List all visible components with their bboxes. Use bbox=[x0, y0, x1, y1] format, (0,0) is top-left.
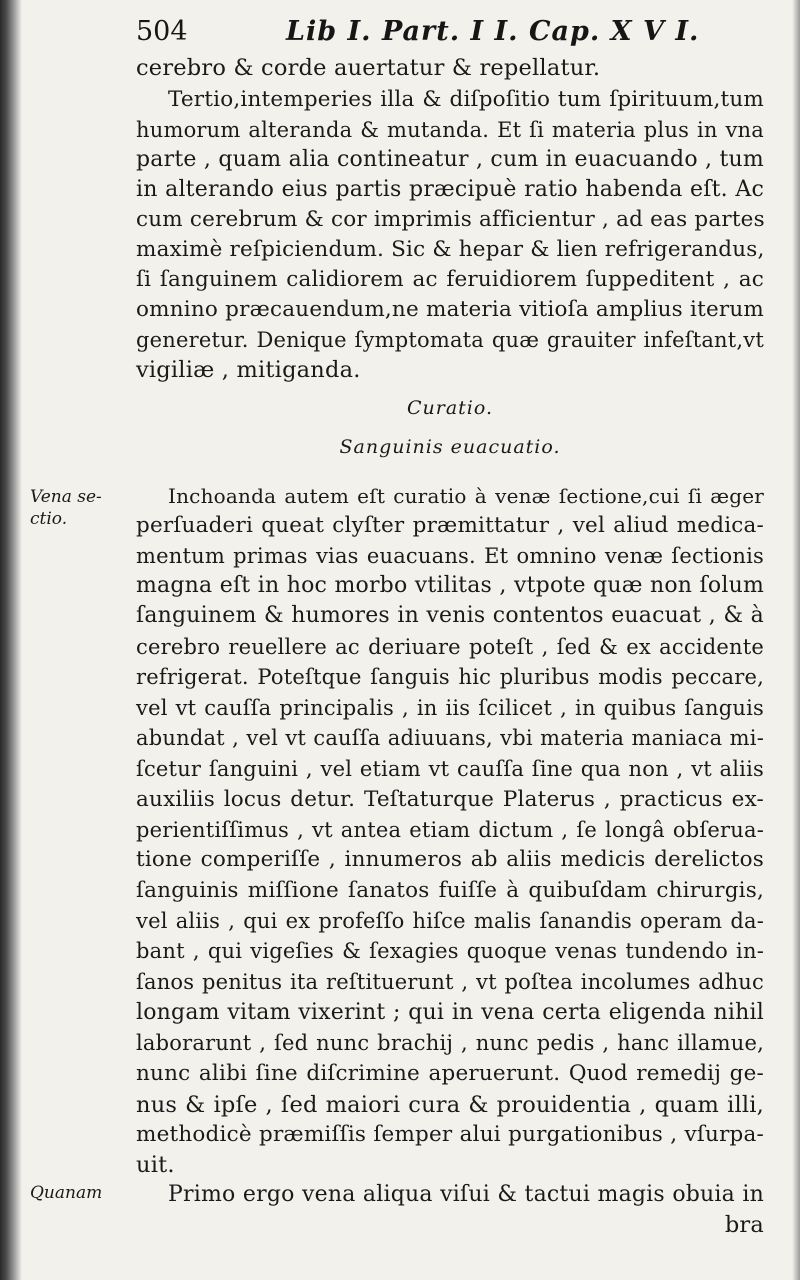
text-line: parte , quam alia contineatur , cum in euacuando , tum bbox=[136, 147, 764, 172]
text-line: omnino præcauendum,ne materia vitioſa amplius iterum bbox=[136, 297, 764, 322]
text-line: Inchoanda autem eſt curatio à venæ ſectione,cui ſi æger bbox=[168, 484, 764, 508]
page-gutter-shadow bbox=[0, 0, 22, 1280]
text-line: nus & ipſe , ſed maiori cura & prouidentia , quam illi, bbox=[136, 1092, 764, 1118]
text-line: bant , qui vigeſies & ſexagies quoque venas tundendo in- bbox=[136, 939, 764, 963]
text-line: in alterando eius partis præcipuè ratio habenda eſt. Ac bbox=[136, 177, 764, 202]
text-line: vel aliis , qui ex profeſſo hiſce malis ſanandis operam da- bbox=[136, 909, 764, 933]
text-line: maximè reſpiciendum. Sic & hepar & lien refrigerandus, bbox=[136, 237, 765, 262]
text-line: refrigerat. Poteſtque ſanguis hic pluribus modis peccare, bbox=[136, 665, 764, 689]
text-line: generetur. Denique ſymptomata quæ grauiter infeſtant,vt bbox=[136, 328, 764, 352]
text-line: ſcetur ſanguini , vel etiam vt cauſſa ſine qua non , vt aliis bbox=[136, 757, 764, 781]
page-number: 504 bbox=[136, 16, 188, 47]
text-line: laborarunt , ſed nunc brachij , nunc pedis , hanc illamue, bbox=[136, 1031, 764, 1055]
text-line: auxiliis locus detur. Teſtaturque Platerus , practicus ex- bbox=[136, 787, 764, 812]
text-line: uit. bbox=[136, 1152, 175, 1178]
text-line: nunc alibi ſine diſcrimine aperuerunt. Quod remedij ge- bbox=[136, 1061, 764, 1086]
text-line: longam vitam vixerint ; qui in vena certa eligenda nihil bbox=[136, 1000, 764, 1025]
running-title: Lib I. Part. I I. Cap. X V I. bbox=[286, 16, 700, 47]
text-line: cerebro reuellere ac deriuare poteſt , ſed & ex accidente bbox=[136, 635, 764, 659]
page-header bbox=[136, 16, 776, 56]
text-line: vigiliæ , mitiganda. bbox=[136, 357, 361, 383]
margin-note-line: Vena se- bbox=[30, 487, 102, 507]
margin-note-quanam: Quanam bbox=[30, 1183, 103, 1203]
page-edge bbox=[792, 0, 800, 1280]
text-line: cerebro & corde auertatur & repellatur. bbox=[136, 55, 601, 81]
margin-note-vena-sectio bbox=[30, 486, 126, 530]
margin-note-line: ctio. bbox=[30, 509, 68, 529]
text-line: ſanguinis miſſione ſanatos fuiſſe à quibuſdam chirurgis, bbox=[136, 878, 764, 903]
text-line: cum cerebrum & cor imprimis afficientur , ad eas partes bbox=[136, 207, 765, 232]
text-line: perſuaderi queat clyſter præmittatur , vel aliud medica- bbox=[136, 513, 764, 538]
text-line: tione comperiſſe , innumeros ab aliis medicis derelictos bbox=[136, 847, 764, 872]
text-line: humorum alteranda & mutanda. Et ſi materia plus in vna bbox=[136, 118, 764, 142]
text-line: ſanos penitus ita reſtituerunt , vt poſtea incolumes adhuc bbox=[136, 970, 764, 994]
text-line: ſanguinem & humores in venis contentos euacuat , & à bbox=[136, 603, 764, 628]
text-line: Tertio,intemperies illa & diſpoſitio tum ſpirituum,tum bbox=[168, 87, 764, 112]
text-line: perientiſſimus , vt antea etiam dictum , ſe longâ obſerua- bbox=[136, 818, 764, 842]
text-line: magna eſt in hoc morbo vtilitas , vtpote quæ non ſolum bbox=[136, 573, 764, 598]
text-line: methodicè præmiſſis ſemper alui purgationibus , vſurpa- bbox=[136, 1122, 764, 1147]
text-line: Primo ergo vena aliqua viſui & tactui magis obuia in bbox=[168, 1182, 764, 1207]
text-line: abundat , vel vt cauſſa adiuuans, vbi materia maniaca mi- bbox=[136, 726, 764, 750]
text-line: mentum primas vias euacuans. Et omnino venæ ſectionis bbox=[136, 544, 764, 568]
section-heading-curatio: Curatio. bbox=[406, 397, 494, 419]
catchword: bra bbox=[724, 1212, 764, 1238]
section-heading-sanguinis: Sanguinis euacuatio. bbox=[339, 436, 561, 458]
text-line: vel vt cauſſa principalis , in iis ſcilicet , in quibus ſanguis bbox=[136, 696, 764, 720]
text-line: ſi ſanguinem calidiorem ac feruidiorem ſuppeditent , ac bbox=[136, 267, 764, 292]
